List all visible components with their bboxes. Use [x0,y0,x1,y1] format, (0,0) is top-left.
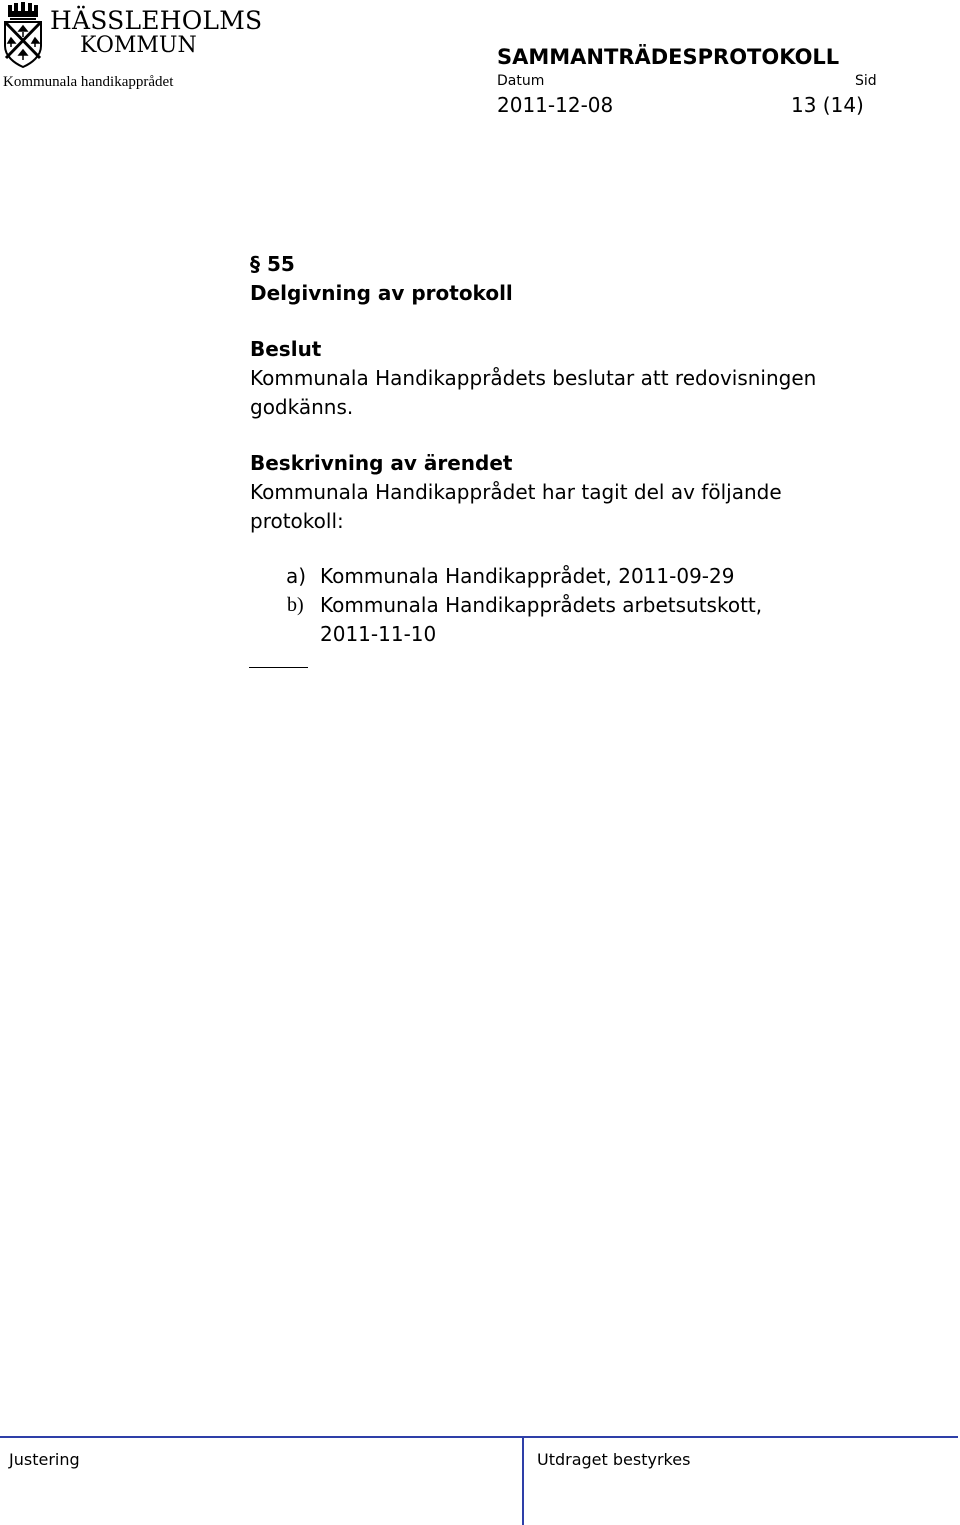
section-end-rule [249,667,308,668]
description-text-line2: protokoll: [250,509,344,533]
page-label: Sid [855,73,877,89]
decision-text-line1: Kommunala Handikapprådets beslutar att redovisningen [250,366,817,390]
org-name-line1: HÄSSLEHOLMS [50,6,263,35]
section-number: § 55 [250,252,295,276]
page-value: 13 (14) [791,93,864,117]
coat-of-arms-icon [2,2,44,68]
list-item-text: Kommunala Handikapprådet, 2011-09-29 [320,564,735,588]
document-title: SAMMANTRÄDESPROTOKOLL [497,45,840,69]
decision-heading: Beslut [250,337,322,361]
description-heading: Beskrivning av ärendet [250,451,513,475]
list-item-text-continued: 2011-11-10 [320,622,437,646]
decision-text-line2: godkänns. [250,395,354,419]
org-name-line2: KOMMUN [80,33,197,58]
org-unit: Kommunala handikapprådet [3,74,174,90]
list-item-text: Kommunala Handikapprådets arbetsutskott, [320,593,763,617]
footer-column-divider [522,1436,524,1525]
footer-justering-label: Justering [9,1450,80,1469]
list-item-marker: a) [286,564,307,588]
list-item-marker: b) [287,594,304,616]
date-value: 2011-12-08 [497,93,614,117]
footer-divider [0,1436,958,1438]
date-label: Datum [497,73,545,89]
footer-certified-label: Utdraget bestyrkes [537,1450,691,1469]
description-text-line1: Kommunala Handikapprådet har tagit del av följande [250,480,782,504]
section-title: Delgivning av protokoll [250,281,513,305]
